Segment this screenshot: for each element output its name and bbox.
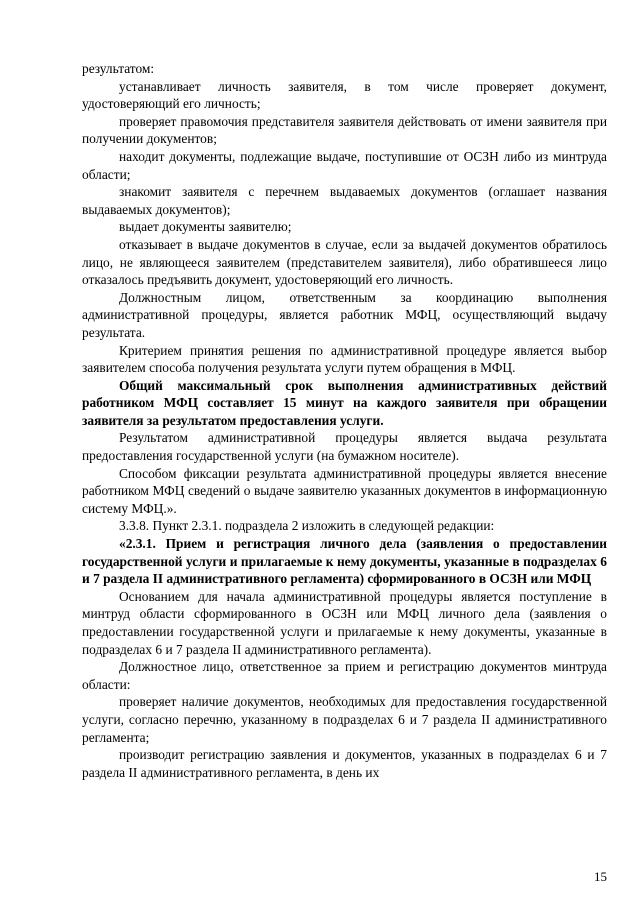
section-heading: «2.3.1. Прием и регистрация личного дела (заявления о предоставлении государственной услуги и прилагаемые к нему документы, указанные в подразделах 6 и 7 раздела II административного регламента) сформированного в ОСЗН или МФЦ [82,536,607,587]
paragraph: 3.3.8. Пункт 2.3.1. подраздела 2 изложить в следующей редакции: [119,518,495,534]
paragraph: Критерием принятия решения по административной процедуре является выбор заявителем способа получения результата услуги путем обращения в МФЦ. [82,342,607,376]
paragraph-bold: Общий максимальный срок выполнения административных действий работником МФЦ составляет 15 минут на каждого заявителя при обращении заявителя за результатом предоставления услуги. [82,377,607,428]
paragraph: выдает документы заявителю; [119,219,292,235]
paragraph: находит документы, подлежащие выдаче, поступившие от ОСЗН либо из минтруда области; [82,148,607,182]
paragraph: результатом: [82,61,155,76]
paragraph: устанавливает личность заявителя, в том числе проверяет документ, удостоверяющий его личность; [82,78,607,112]
paragraph: Основанием для начала административной процедуры является поступление в минтруд области сформированного в ОСЗН или МФЦ личного дела (заявления о предоставлении государственной услуги и прилагаемые к нему документы, указанные в подразделах 6 и 7 раздела II административного регламента). [82,588,607,657]
paragraph: производит регистрацию заявления и документов, указанных в подразделах 6 и 7 раздела II административного регламента, в день их [82,747,607,780]
paragraph: знакомит заявителя с перечнем выдаваемых документов (оглашает названия выдаваемых документов); [82,184,607,217]
paragraph: Должностным лицом, ответственным за координацию выполнения административной процедуры, является работник МФЦ, осуществляющий выдачу результата. [82,289,607,340]
paragraph: Должностное лицо, ответственное за прием и регистрацию документов минтруда области: [82,659,607,692]
paragraph: Способом фиксации результата административной процедуры является внесение работником МФЦ сведений о выдаче заявителю указанных документов в информационную систему МФЦ.». [82,465,607,516]
paragraph: проверяет правомочия представителя заявителя действовать от имени заявителя при получении документов; [82,113,607,147]
paragraph: проверяет наличие документов, необходимых для предоставления государственной услуги, согласно перечню, указанному в подразделах 6 и 7 раздела II административного регламента; [82,694,607,745]
page-number: 15 [594,869,607,884]
document-page [82,60,607,781]
paragraph: Результатом административной процедуры является выдача результата предоставления государственной услуги (на бумажном носителе). [82,430,607,464]
paragraph: отказывает в выдаче документов в случае, если за выдачей документов обратилось лицо, не являющееся заявителем (представителем заявителя), либо обратившееся лицо отказалось предъявить документ, удостоверяющий его личность. [82,236,607,288]
